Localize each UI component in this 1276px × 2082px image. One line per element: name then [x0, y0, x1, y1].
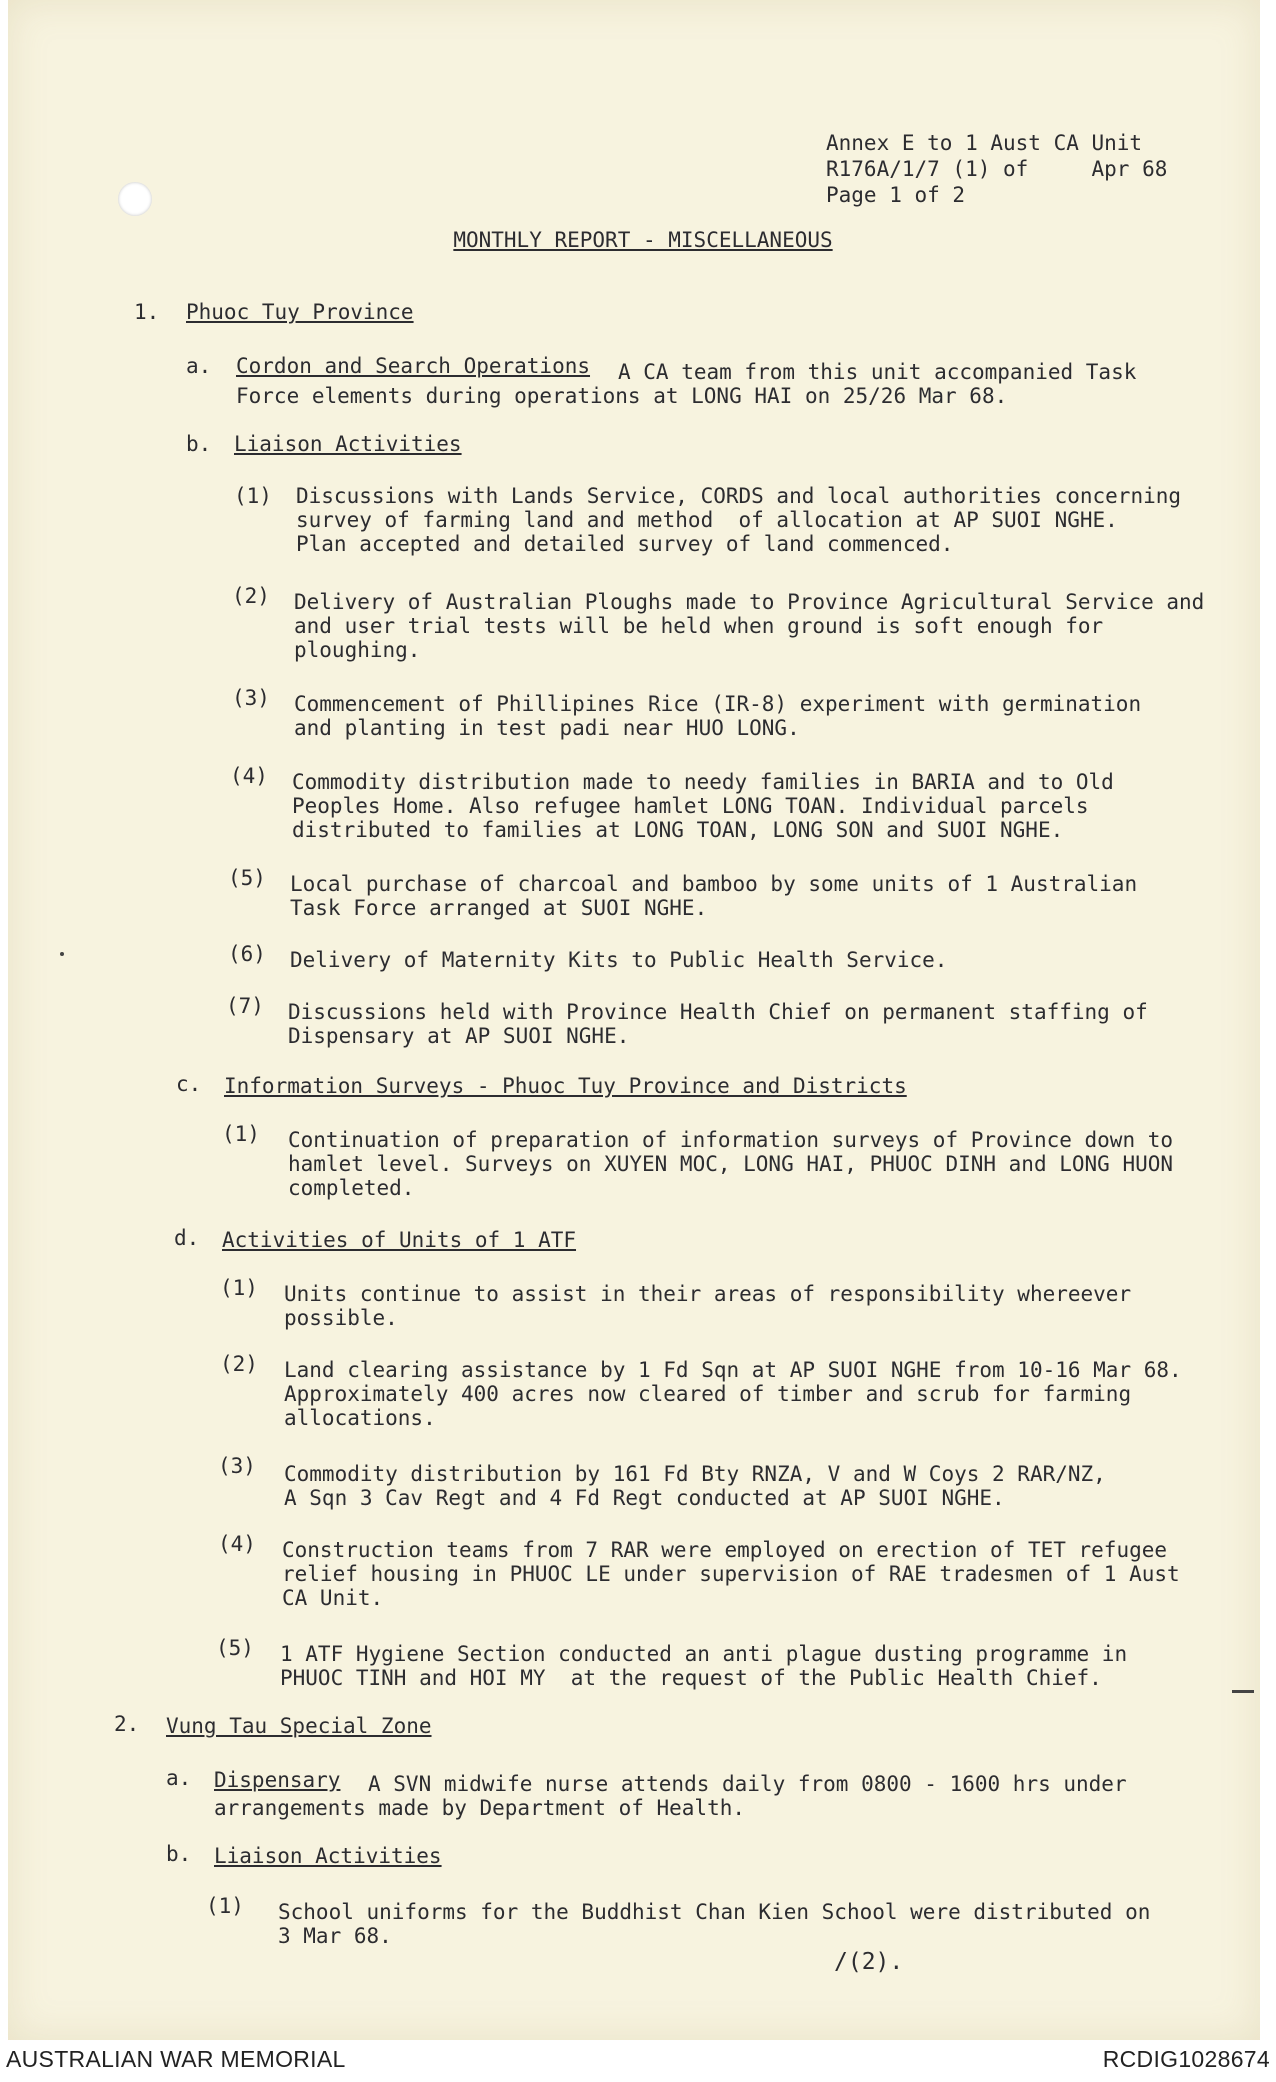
list-item-line: Commencement of Phillipines Rice (IR-8) experiment with germination: [294, 692, 1142, 716]
list-item-line: CA Unit.: [282, 1586, 384, 1610]
subsection-1a-text-line: Force elements during operations at LONG HAI on 25/26 Mar 68.: [236, 384, 1008, 408]
list-item-line: Units continue to assist in their areas of responsibility whereever: [284, 1282, 1132, 1306]
subsection-1b-letter: b.: [186, 432, 212, 456]
list-item-number: (1): [222, 1122, 260, 1146]
subsection-2a-heading: Dispensary: [214, 1768, 341, 1792]
list-item-line: A Sqn 3 Cav Regt and 4 Fd Regt conducted at AP SUOI NGHE.: [284, 1486, 1005, 1510]
subsection-2a-text-line: arrangements made by Department of Health.: [214, 1796, 746, 1820]
list-item-line: Land clearing assistance by 1 Fd Sqn at AP SUOI NGHE from 10-16 Mar 68.: [284, 1358, 1182, 1382]
subsection-2a-letter: a.: [166, 1766, 192, 1790]
subsection-1c-letter: c.: [176, 1072, 202, 1096]
list-item-line: Delivery of Australian Ploughs made to Province Agricultural Service and: [294, 590, 1205, 614]
continuation-marker: /(2).: [834, 1949, 904, 1975]
list-item-line: Delivery of Maternity Kits to Public Health Service.: [290, 948, 948, 972]
list-item-line: Plan accepted and detailed survey of land commenced.: [296, 532, 954, 556]
list-item-line: relief housing in PHUOC LE under supervision of RAE tradesmen of 1 Aust: [282, 1562, 1180, 1586]
subsection-1d-heading: Activities of Units of 1 ATF: [222, 1228, 577, 1252]
list-item-line: distributed to families at LONG TOAN, LONG SON and SUOI NGHE.: [292, 818, 1064, 842]
list-item-line: Commodity distribution by 161 Fd Bty RNZA, V and W Coys 2 RAR/NZ,: [284, 1462, 1106, 1486]
subsection-1c-heading: Information Surveys - Phuoc Tuy Province and Districts: [224, 1074, 907, 1098]
annex-line-1: Annex E to 1 Aust CA Unit: [826, 131, 1143, 155]
subsection-2a-text-line: A SVN midwife nurse attends daily from 0800 - 1600 hrs under: [368, 1772, 1127, 1796]
section-2-number: 2.: [114, 1712, 140, 1736]
list-item-number: (1): [220, 1276, 258, 1300]
list-item-line: Peoples Home. Also refugee hamlet LONG TOAN. Individual parcels: [292, 794, 1089, 818]
list-item-number: (6): [228, 942, 266, 966]
list-item-number: (4): [230, 764, 268, 788]
list-item-line: and user trial tests will be held when ground is soft enough for: [294, 614, 1104, 638]
list-item-line: Dispensary at AP SUOI NGHE.: [288, 1024, 630, 1048]
list-item-number: (2): [232, 584, 270, 608]
list-item-number: (5): [228, 866, 266, 890]
list-item-line: completed.: [288, 1176, 415, 1200]
section-1-heading: Phuoc Tuy Province: [186, 300, 414, 324]
list-item-line: survey of farming land and method of allocation at AP SUOI NGHE.: [296, 508, 1118, 532]
subsection-1d-letter: d.: [174, 1226, 200, 1250]
list-item-line: Continuation of preparation of information surveys of Province down to: [288, 1128, 1174, 1152]
footer-archive-name: AUSTRALIAN WAR MEMORIAL: [6, 2046, 346, 2072]
list-item-line: ploughing.: [294, 638, 421, 662]
list-item-number: (2): [220, 1352, 258, 1376]
list-item-line: 1 ATF Hygiene Section conducted an anti plague dusting programme in: [280, 1642, 1128, 1666]
list-item-number: (7): [226, 994, 264, 1018]
list-item-line: hamlet level. Surveys on XUYEN MOC, LONG HAI, PHUOC DINH and LONG HUON: [288, 1152, 1174, 1176]
subsection-1a-text-line: A CA team from this unit accompanied Task: [618, 360, 1137, 384]
report-title: MONTHLY REPORT - MISCELLANEOUS: [453, 228, 833, 252]
list-item-line: allocations.: [284, 1406, 436, 1430]
list-item-number: (3): [232, 686, 270, 710]
list-item-line: Commodity distribution made to needy families in BARIA and to Old: [292, 770, 1114, 794]
list-item-line: School uniforms for the Buddhist Chan Kien School were distributed on: [278, 1900, 1151, 1924]
list-item-number: (4): [218, 1532, 256, 1556]
punch-hole: [118, 182, 152, 216]
section-1-number: 1.: [134, 300, 160, 324]
list-item-number: (3): [218, 1454, 256, 1478]
list-item-line: PHUOC TINH and HOI MY at the request of the Public Health Chief.: [280, 1666, 1102, 1690]
list-item-line: Discussions with Lands Service, CORDS and local authorities concerning: [296, 484, 1182, 508]
list-item-line: Approximately 400 acres now cleared of timber and scrub for farming: [284, 1382, 1132, 1406]
list-item-line: Discussions held with Province Health Chief on permanent staffing of: [288, 1000, 1148, 1024]
list-item-line: Construction teams from 7 RAR were employed on erection of TET refugee: [282, 1538, 1168, 1562]
subsection-2b-heading: Liaison Activities: [214, 1844, 442, 1868]
list-item-number: (5): [216, 1636, 254, 1660]
annex-reference: [826, 130, 1167, 208]
list-item-line: Task Force arranged at SUOI NGHE.: [290, 896, 708, 920]
section-2-heading: Vung Tau Special Zone: [166, 1714, 432, 1738]
annex-line-2: R176A/1/7 (1) of Apr 68: [826, 157, 1168, 181]
footer-document-id: RCDIG1028674: [1102, 2046, 1270, 2072]
subsection-1a-heading: Cordon and Search Operations: [236, 354, 591, 378]
subsection-1a-letter: a.: [186, 354, 212, 378]
list-item-line: possible.: [284, 1306, 398, 1330]
list-item-line: and planting in test padi near HUO LONG.: [294, 716, 800, 740]
scan-mark: [1232, 1690, 1254, 1693]
subsection-2b-letter: b.: [166, 1842, 192, 1866]
annex-line-3: Page 1 of 2: [826, 183, 966, 207]
list-item-line: 3 Mar 68.: [278, 1924, 392, 1948]
subsection-1b-heading: Liaison Activities: [234, 432, 462, 456]
list-item-number: (1): [234, 484, 272, 508]
list-item-line: Local purchase of charcoal and bamboo by some units of 1 Australian: [290, 872, 1138, 896]
list-item-number: (1): [206, 1894, 244, 1918]
scan-speck: [60, 952, 64, 956]
